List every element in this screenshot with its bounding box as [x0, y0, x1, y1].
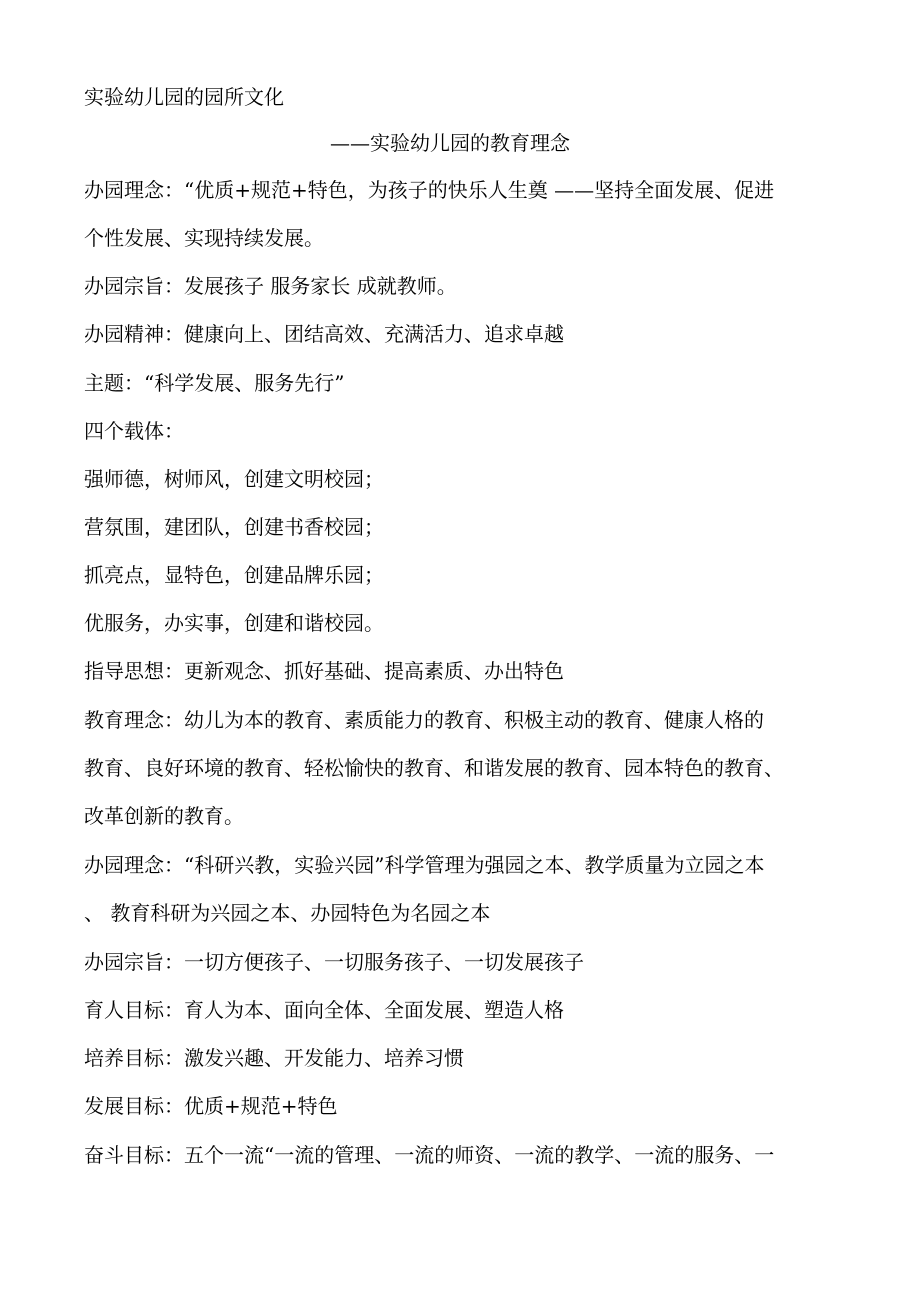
- paragraph-line: 强师德，树师风，创建文明校园；: [84, 467, 384, 491]
- paragraph-line: 培养目标：激发兴趣、开发能力、培养习惯: [84, 1046, 464, 1070]
- paragraph-line: 指导思想：更新观念、抓好基础、提高素质、办出特色: [84, 659, 564, 683]
- paragraph-line: 四个载体：: [84, 419, 184, 443]
- document-title: 实验幼儿园的园所文化: [84, 85, 284, 109]
- paragraph-line: 奋斗目标：五个一流“一流的管理、一流的师资、一流的教学、一流的服务、一: [84, 1143, 775, 1167]
- paragraph-line: 发展目标：优质+规范+特色: [84, 1094, 338, 1118]
- paragraph-line: 办园理念：“优质+规范+特色，为孩子的快乐人生奠 ——坚持全面发展、促进: [84, 178, 775, 202]
- paragraph-line: 优服务，办实事，创建和谐校园。: [84, 611, 384, 635]
- paragraph-line: 改革创新的教育。: [84, 804, 244, 828]
- paragraph-line: 抓亮点，显特色，创建品牌乐园；: [84, 563, 384, 587]
- paragraph-line: 教育理念：幼儿为本的教育、素质能力的教育、积极主动的教育、健康人格的: [84, 708, 764, 732]
- paragraph-line: 教育、良好环境的教育、轻松愉快的教育、和谐发展的教育、园本特色的教育、: [84, 756, 784, 780]
- paragraph-line: 办园宗旨：发展孩子 服务家长 成就教师。: [84, 274, 457, 298]
- paragraph-line: 办园宗旨：一切方便孩子、一切服务孩子、一切发展孩子: [84, 950, 584, 974]
- paragraph-line: 主题：“科学发展、服务先行”: [84, 371, 345, 395]
- paragraph-line: 办园理念：“科研兴教，实验兴园”科学管理为强园之本、教学质量为立园之本: [84, 853, 765, 877]
- document-subtitle: ——实验幼儿园的教育理念: [330, 131, 570, 155]
- paragraph-line: 育人目标：育人为本、面向全体、全面发展、塑造人格: [84, 998, 564, 1022]
- paragraph-line: 、 教育科研为兴园之本、办园特色为名园之本: [84, 901, 491, 925]
- paragraph-line: 营氛围，建团队，创建书香校园；: [84, 515, 384, 539]
- paragraph-line: 办园精神：健康向上、团结高效、充满活力、追求卓越: [84, 322, 564, 346]
- paragraph-line: 个性发展、实现持续发展。: [84, 226, 324, 250]
